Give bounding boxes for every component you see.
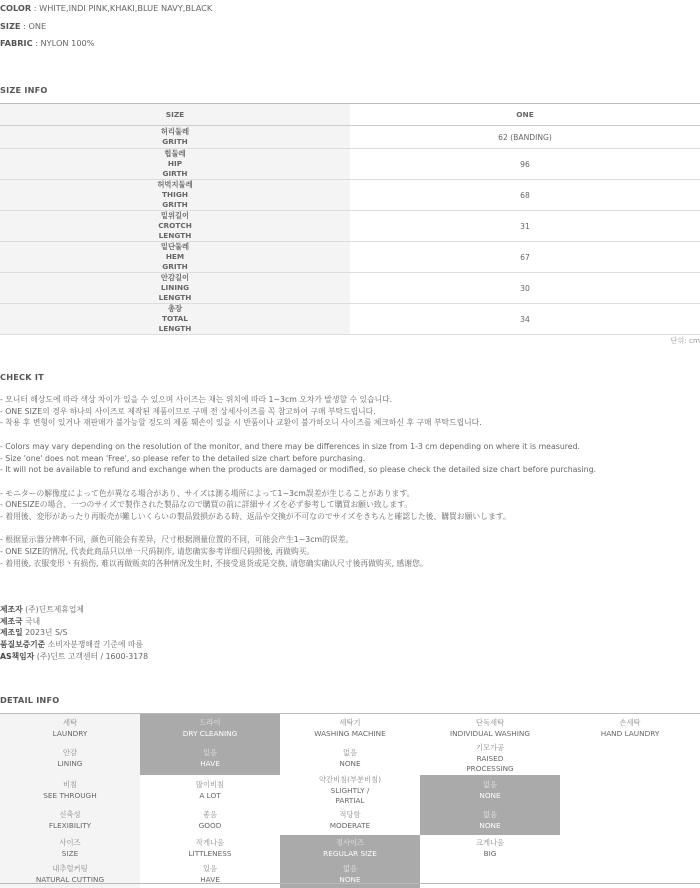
color-row xyxy=(0,4,212,22)
check-it-group xyxy=(0,441,596,476)
detail-option-en: PROCESSING xyxy=(466,764,514,774)
size-measure-label xyxy=(0,211,350,241)
size-measure-value: 96 xyxy=(520,159,530,169)
detail-option-en: MODERATE xyxy=(329,821,371,830)
size-measure-line: HEM xyxy=(165,252,185,261)
size-measure-line: 밑위길이 xyxy=(160,211,190,220)
detail-info-title: DETAIL INFO xyxy=(0,695,60,705)
detail-option xyxy=(420,743,560,775)
detail-option-ko: 사이즈 xyxy=(59,837,81,847)
product-info xyxy=(0,4,212,57)
detail-option-en: SLIGHTLY / xyxy=(330,785,370,795)
maker-label: 제조국 xyxy=(0,616,23,626)
detail-option xyxy=(420,714,560,743)
detail-option-ko: 세탁기 xyxy=(339,717,361,727)
size-measure-line: HIP xyxy=(167,159,183,168)
check-it-line: - 着用後、変形があったり再販売が難しいくらいの製品毀損がある時、返品や交換が不可なのでサイズをきちんと確認した後、購買お願いします。 xyxy=(0,512,511,521)
detail-option-en: REGULAR SIZE xyxy=(323,848,377,858)
check-it-line: - 根据显示器分辨率不同，颜色可能会有差异，尺寸根据测量位置的不同，可能会产生1~3cm的误差。 xyxy=(0,535,354,545)
detail-option xyxy=(140,862,280,888)
size-row xyxy=(0,126,700,149)
detail-option-ko: 없음 xyxy=(482,810,498,820)
size-table-header xyxy=(0,104,700,126)
detail-option-ko: 적당함 xyxy=(339,810,361,820)
check-it-line: - ONE SIZE의 경우 하나의 사이즈로 제작된 제품이므로 구매 전 상세사이즈를 꼭 참고하여 구매 부탁드립니다. xyxy=(0,406,376,416)
detail-option-en: PARTIAL xyxy=(335,796,365,806)
size-measure-label xyxy=(0,149,350,179)
detail-option-en: INDIVIDUAL WASHING xyxy=(449,728,531,738)
detail-label-cell xyxy=(0,775,140,807)
check-it-line: - Colors may vary depending on the resolution of the monitor, and there may be differences in size from 1-3 cm depending on where it is measured. xyxy=(0,441,581,451)
detail-option-en: A LOT xyxy=(199,791,221,800)
size-measure-line: LENGTH xyxy=(158,293,192,302)
size-measure-line: LENGTH xyxy=(158,231,192,240)
size-measure-value: 67 xyxy=(520,252,530,262)
detail-row xyxy=(0,835,700,862)
detail-option-ko: 있음 xyxy=(202,748,218,758)
size-measure-line: GIRTH xyxy=(162,169,188,178)
maker-label: 품질보증기준 xyxy=(0,640,46,650)
detail-row xyxy=(0,807,700,835)
detail-label-cell xyxy=(0,835,140,862)
fabric-value: : NYLON 100% xyxy=(32,38,95,48)
detail-option-selected xyxy=(420,807,560,835)
detail-row xyxy=(0,714,700,743)
detail-option-ko: 없음 xyxy=(342,748,358,758)
detail-option-en: NATURAL CUTTING xyxy=(35,875,105,884)
detail-label-cell xyxy=(0,714,140,743)
size-value: : ONE xyxy=(20,20,47,31)
detail-option-en: RAISED xyxy=(476,753,504,763)
size-measure-value: 30 xyxy=(520,283,530,293)
maker-value: (주)딘트 고객센터 / 1600-3178 xyxy=(34,651,149,661)
size-measure-line: LENGTH xyxy=(158,324,192,333)
detail-option-ko: 손세탁 xyxy=(619,717,641,727)
check-it-group xyxy=(0,488,596,523)
detail-option-en: LAUNDRY xyxy=(52,728,88,738)
size-measure-value: 31 xyxy=(520,221,530,231)
header-one: ONE xyxy=(516,110,534,119)
detail-option-en: BIG xyxy=(483,848,497,858)
maker-label: 제조자 xyxy=(0,605,23,614)
detail-option xyxy=(420,862,560,888)
check-it-line: - It will not be available to refund and exchange when the products are damaged or modified, so please check the detailed size chart before purchasing. xyxy=(0,465,597,475)
detail-option-en: NONE xyxy=(479,791,501,800)
maker-label: AS책임자 xyxy=(0,651,35,661)
detail-option-selected xyxy=(280,835,420,862)
detail-option xyxy=(560,835,700,862)
maker-row xyxy=(0,604,148,616)
size-measure-line: TOTAL xyxy=(162,314,188,323)
detail-option xyxy=(560,714,700,743)
detail-option-ko: 없음 xyxy=(342,864,358,874)
detail-label-cell xyxy=(0,743,140,775)
detail-option xyxy=(420,835,560,862)
check-it-line: - ONESIZEの場合、一つのサイズで製作された製品なので購買の前に詳細サイズを必ず参考して購買お願い致します。 xyxy=(0,500,413,510)
maker-row xyxy=(0,651,148,663)
header-size: SIZE xyxy=(0,104,350,125)
size-measure-value: 34 xyxy=(520,314,530,324)
detail-option-en: GOOD xyxy=(198,821,222,830)
detail-option xyxy=(280,714,420,743)
size-row xyxy=(0,22,212,40)
size-measure-line: GRITH xyxy=(162,262,188,271)
detail-option xyxy=(280,775,420,807)
size-measure-line: CROTCH xyxy=(158,221,192,230)
fabric-label: FABRIC xyxy=(0,38,33,48)
detail-option-en: LINING xyxy=(57,759,83,768)
detail-label-cell xyxy=(0,862,140,888)
detail-option-en: NONE xyxy=(479,821,501,830)
detail-option-en: WASHING MACHINE xyxy=(314,728,386,738)
size-row xyxy=(0,304,700,335)
maker-value: 소비자분쟁해결 기준에 따름 xyxy=(45,640,144,650)
detail-option-en: SIZE xyxy=(61,848,79,858)
check-it-group xyxy=(0,534,596,569)
detail-option-ko: 드라이 xyxy=(199,717,221,727)
size-measure-label xyxy=(0,126,350,148)
detail-row xyxy=(0,743,700,775)
fabric-row xyxy=(0,39,212,57)
check-it-line: - 착용 후 변형이 있거나 재판매가 불가능할 정도의 제품 훼손이 있을 시 반품이나 교환이 불가하오니 사이즈를 체크하신 후 구매 부탁드립니다. xyxy=(0,418,482,428)
size-measure-label xyxy=(0,180,350,210)
detail-option-ko: 기모가공 xyxy=(475,742,505,752)
check-it-line: - ONE SIZE的情况, 代表此商品只以单一尺码制作, 请您确实参考详细尺码照後, 再做购买。 xyxy=(0,547,315,557)
detail-option-ko: 작게나옴 xyxy=(195,837,225,847)
maker-value: 국내 xyxy=(22,616,41,626)
size-measure-line: 허벅지둘레 xyxy=(157,180,193,189)
detail-option-en: HAVE xyxy=(200,875,220,884)
detail-option xyxy=(140,775,280,807)
maker-value: 2023년 S/S xyxy=(22,628,68,638)
size-measure-line: 힙둘레 xyxy=(164,149,186,158)
detail-option-en: FLEXIBILITY xyxy=(48,821,92,830)
size-measure-label xyxy=(0,273,350,303)
detail-option-ko: 정사이즈 xyxy=(335,837,365,847)
size-measure-line: 총장 xyxy=(167,304,183,313)
detail-option-en: SEE THROUGH xyxy=(43,791,97,800)
size-row xyxy=(0,242,700,273)
size-measure-line: 안감길이 xyxy=(160,273,190,282)
size-measure-line: LINING xyxy=(160,283,190,292)
detail-option-selected xyxy=(280,862,420,888)
size-measure-line: GRITH xyxy=(162,137,188,146)
size-row xyxy=(0,180,700,211)
maker-row xyxy=(0,616,148,628)
detail-row xyxy=(0,862,700,888)
detail-option-ko: 단독세탁 xyxy=(475,717,505,727)
detail-option xyxy=(280,743,420,775)
detail-option-en: HAVE xyxy=(200,759,220,768)
detail-option-en: NONE xyxy=(339,875,361,884)
unit-note: 단위: cm xyxy=(670,336,700,345)
check-it-group xyxy=(0,394,596,429)
maker-info xyxy=(0,604,148,663)
detail-option-ko: 비침 xyxy=(62,780,78,790)
detail-label-cell xyxy=(0,807,140,835)
size-measure-label xyxy=(0,304,350,334)
detail-option-en: DRY CLEANING xyxy=(182,728,238,738)
check-it-notes xyxy=(0,394,596,581)
detail-option xyxy=(140,807,280,835)
detail-option-ko: 많이비침 xyxy=(195,780,225,790)
detail-option-en: NONE xyxy=(339,759,361,768)
detail-option-ko: 약간비침(부분비침) xyxy=(318,774,382,784)
check-it-line: - Size 'one' does not mean 'Free', so please refer to the detailed size chart before purchasing. xyxy=(0,453,366,463)
maker-value: (주)딘트제휴업체 xyxy=(22,605,84,614)
check-it-title: CHECK IT xyxy=(0,372,44,382)
detail-option-selected xyxy=(420,775,560,807)
detail-option-ko: 내추럴커팅 xyxy=(52,864,88,874)
detail-option xyxy=(280,807,420,835)
size-measure-line: THIGH xyxy=(162,190,188,199)
size-label: SIZE xyxy=(0,20,21,31)
size-measure-label xyxy=(0,242,350,272)
detail-option-ko: 크게나옴 xyxy=(475,837,505,847)
size-row xyxy=(0,273,700,304)
check-it-line: - 着用後, 衣服变形丶有损伤, 难以再做贩卖的各种情况发生时, 不接受退货或是交换, 请您确实确认尺寸後再做购买, 感谢您。 xyxy=(0,558,428,568)
detail-option-ko: 신축성 xyxy=(59,810,81,820)
color-value: : WHITE,INDI PINK,KHAKI,BLUE NAVY,BLACK xyxy=(31,3,213,13)
size-measure-value: 62 (BANDING) xyxy=(498,132,552,142)
size-measure-line: 허리둘레 xyxy=(160,127,190,136)
detail-option-en: HAND LAUNDRY xyxy=(600,728,660,738)
check-it-line: - 모니터 해상도에 따라 색상 차이가 있을 수 있으며 사이즈는 재는 위치에 따라 1~3cm 오차가 발생할 수 있습니다. xyxy=(0,395,393,404)
size-row xyxy=(0,149,700,180)
detail-option xyxy=(560,775,700,807)
size-table-body xyxy=(0,126,700,335)
detail-option xyxy=(560,862,700,888)
size-measure-value: 68 xyxy=(520,190,530,200)
color-label: COLOR xyxy=(0,3,32,13)
detail-option-selected xyxy=(140,743,280,775)
detail-option xyxy=(140,835,280,862)
detail-option-selected xyxy=(140,714,280,743)
size-table xyxy=(0,103,700,335)
size-info-title: SIZE INFO xyxy=(0,85,48,95)
size-measure-line: GRITH xyxy=(162,200,188,209)
detail-option xyxy=(560,807,700,835)
detail-table xyxy=(0,713,700,888)
maker-row xyxy=(0,639,148,651)
divider xyxy=(0,883,700,884)
detail-row xyxy=(0,775,700,807)
detail-option-ko: 세탁 xyxy=(62,717,78,727)
size-measure-line: 밑단둘레 xyxy=(160,242,190,251)
check-it-line: - モニターの解像度によって色が異なる場合があり、サイズは測る場所によって1~3cm誤差が生じることがあります。 xyxy=(0,488,415,498)
detail-option-en: LITTLENESS xyxy=(188,848,232,858)
detail-option-ko: 있음 xyxy=(202,864,218,874)
maker-label: 제조일 xyxy=(0,628,23,638)
detail-option-ko: 없음 xyxy=(482,780,498,790)
size-row xyxy=(0,211,700,242)
detail-option-ko: 좋음 xyxy=(202,810,218,820)
detail-option xyxy=(560,743,700,775)
maker-row xyxy=(0,627,148,639)
detail-option-ko: 안감 xyxy=(62,748,78,758)
